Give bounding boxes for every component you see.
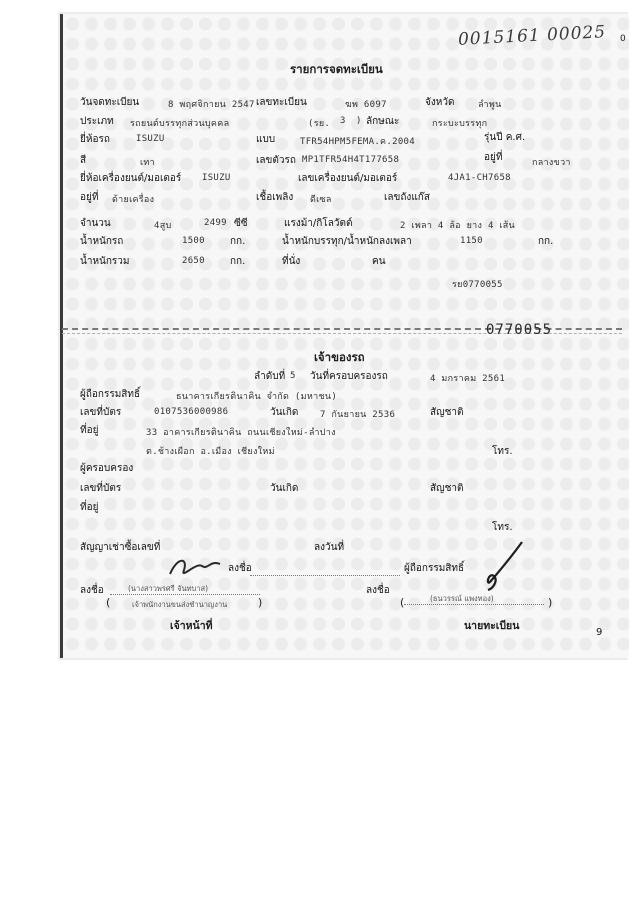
chassis-at-value: กลางขวา [532,158,571,168]
address-line-2: ต.ช้างเผือก อ.เมือง เชียงใหม่ [146,447,275,457]
contract-label: สัญญาเช่าซื้อเลขที่ [80,542,161,553]
type-label: ประเภท [80,116,114,127]
id-value: 0107536000986 [154,407,229,417]
cc-value: 2499 [204,218,227,228]
sign-line [250,575,400,576]
registrar-stamp-name: (ธนวรรณ์ แพงทอง) [430,594,494,603]
order-value: 5 [290,371,296,381]
nationality-label: สัญชาติ [430,407,464,418]
hp-label: แรงม้า/กิโลวัตต์ [284,218,353,229]
page-number: 9 [596,627,603,638]
possession-date-label: วันที่ครอบครองรถ [310,371,388,382]
province-value: ลำพูน [478,100,502,110]
cylinder-value: 4สูบ [154,221,172,231]
person-label: คน [372,256,386,267]
chassis-at-label: อยู่ที่ [484,152,503,163]
brand-value: ISUZU [136,134,165,144]
model-value: TFR54HPM5FEMA.ค.2004 [300,137,415,147]
rb-close: ) [356,116,362,126]
birth-value: 7 กันยายน 2536 [320,410,396,420]
fuel-label: เชื้อเพลิง [256,192,294,203]
tel2-label: โทร. [492,522,513,533]
kg-label-2: กก. [538,236,554,247]
seats-label: ที่นั่ง [282,256,301,267]
corner-mark: 0 [620,34,626,44]
type-value: รถยนต์บรรทุกส่วนบุคคล [130,119,230,129]
address2-label: ที่อยู่ [80,502,99,513]
officer-signature [166,552,226,582]
address-label: ที่อยู่ [80,425,99,436]
perforation-number: 0770055 [486,322,553,338]
province-label: จังหวัด [425,97,455,108]
registrar-paren-close: ) [548,596,553,609]
model-label: แบบ [256,134,276,145]
style-value: กระบะบรรทุก [432,119,488,129]
kg-label-3: กก. [230,256,246,267]
year-label: รุ่นปี ค.ศ. [484,132,526,143]
engine-brand-label: ยี่ห้อเครื่องยนต์/มอเตอร์ [80,173,182,184]
engine-at-label: อยู่ที่ [80,192,99,203]
page-title: รายการจดทะเบียน [290,62,383,76]
weight-value: 1500 [182,236,205,246]
tel-label: โทร. [492,446,513,457]
officer-paren-close: ) [258,596,263,609]
registrar-paren-open: ( [400,596,405,609]
rb-value: 3 [340,116,346,126]
chassis-label: เลขตัวรถ [256,155,296,166]
holder-sign-label: ผู้ถือกรรมสิทธิ์ [404,563,465,574]
holder-label: ผู้ถือกรรมสิทธิ์ [80,389,141,400]
sign-label: ลงชื่อ [228,563,252,574]
order-label: ลำดับที่ [254,371,286,382]
axles-value: 2 เพลา 4 ล้อ ยาง 4 เส้น [400,221,516,231]
reg-date-value: 8 พฤศจิกายน 2547 [168,100,255,110]
reg-date-label: วันจดทะเบียน [80,97,140,108]
registrar-signature [476,538,526,594]
id2-label: เลขที่บัตร [80,483,122,494]
serial-small: รย0770055 [452,280,503,290]
occupant-label: ผู้ครอบครอง [80,463,134,474]
address-line-1: 33 อาคารเกียรตินาคิน ถนนเชียงใหม่-ลำปาง [146,428,336,438]
rb-open: (รย. [308,119,331,129]
officer-title: เจ้าหน้าที่ [170,620,213,632]
id-label: เลขที่บัตร [80,407,122,418]
holder-value: ธนาคารเกียรตินาคิน จำกัด (มหาชน) [176,392,338,402]
color-label: สี [80,155,87,166]
officer-sign-line [110,594,260,595]
total-weight-value: 2650 [182,256,205,266]
engine-no-value: 4JA1-CH7658 [448,173,511,183]
officer-stamp-name: (นางสาวพรศรี จันทบาส) [128,584,209,593]
reg-no-value: ฆพ 6097 [345,100,387,110]
officer-stamp-title: เจ้าพนักงานขนส่งชำนาญงาน [132,600,228,609]
birth-label: วันเกิด [270,407,299,418]
chassis-value: MP1TFR54H4T177658 [302,155,400,165]
contract-date-label: ลงวันที่ [314,542,345,553]
kg-label-1: กก. [230,236,246,247]
engine-no-label: เลขเครื่องยนต์/มอเตอร์ [298,173,398,184]
brand-label: ยี่ห้อรถ [80,134,110,145]
reg-no-label: เลขทะเบียน [256,97,307,108]
style-label: ลักษณะ [366,116,400,127]
fuel-value: ดีเซล [310,195,332,205]
load-value: 1150 [460,236,483,246]
registrar-title: นายทะเบียน [464,620,520,632]
possession-date-value: 4 มกราคม 2561 [430,374,506,384]
gas-tank-label: เลขถังแก๊ส [384,192,430,203]
engine-at-value: ด้ายเครื่อง [112,195,155,205]
owner-heading: เจ้าของรถ [314,350,365,364]
birth2-label: วันเกิด [270,483,299,494]
nationality2-label: สัญชาติ [430,483,464,494]
color-value: เทา [140,158,155,168]
engine-brand-value: ISUZU [202,173,231,183]
registrar-sign-label: ลงชื่อ [366,585,390,596]
handwritten-number: 0015161 00025 [457,22,607,50]
officer-sign-label: ลงชื่อ [80,585,104,596]
count-label: จำนวน [80,218,111,229]
weight-label: น้ำหนักรถ [80,236,124,247]
officer-paren-open: ( [106,596,111,609]
total-weight-label: น้ำหนักรวม [80,256,130,267]
load-label: น้ำหนักบรรทุก/น้ำหนักลงเพลา [282,236,412,247]
cc-label: ซีซี [234,218,248,229]
